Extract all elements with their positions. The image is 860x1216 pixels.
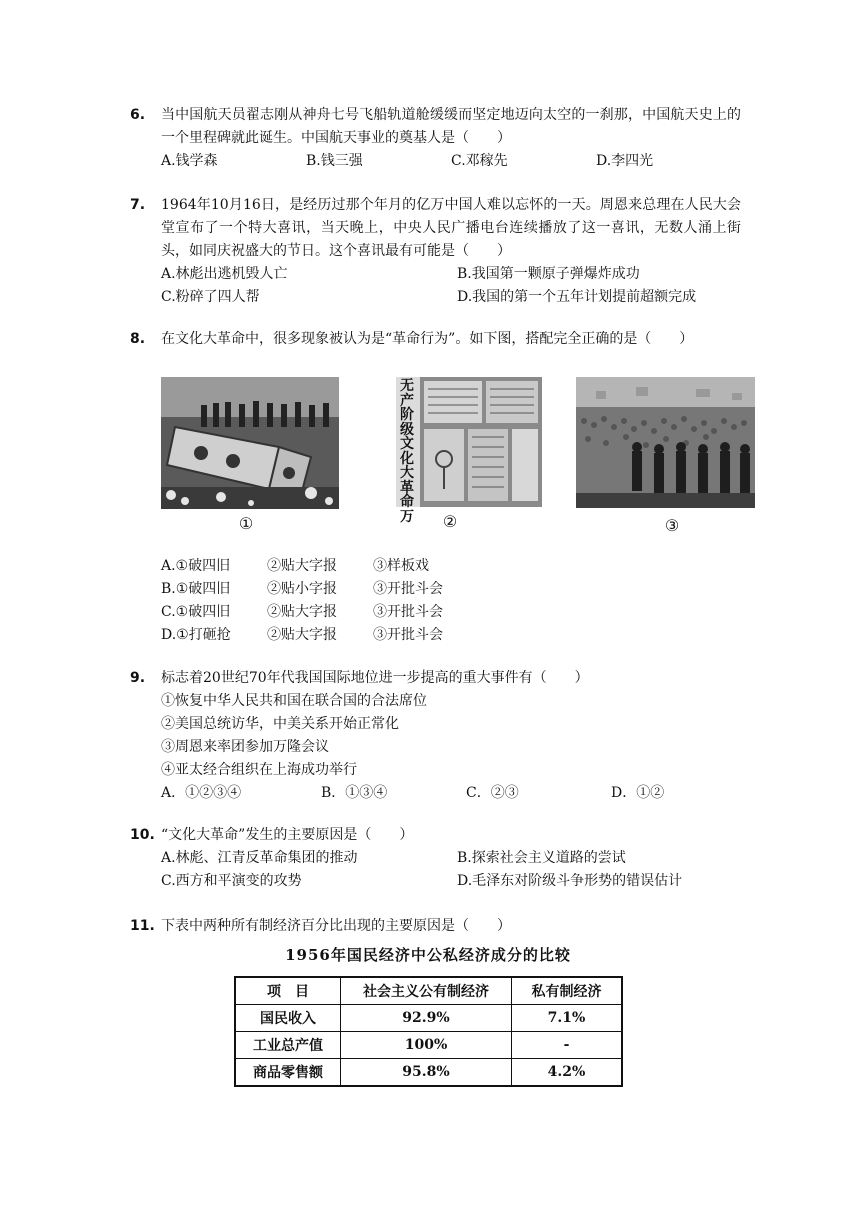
question-number: 7.: [130, 197, 146, 213]
option-a: A.钱学森: [161, 153, 218, 169]
header-public: 社会主义公有制经济: [341, 977, 512, 1005]
option-b: B.探索社会主义道路的尝试: [457, 850, 626, 866]
photo-2-caption: ②: [442, 512, 458, 531]
economy-comparison-table: [234, 976, 623, 1087]
question-stem: “文化大革命”发生的主要原因是（ ）: [161, 827, 414, 843]
option-d-part-3: ③开批斗会: [373, 627, 443, 643]
public-value: 100%: [341, 1032, 512, 1059]
option-c: C．②③: [466, 785, 519, 801]
option-b-part-1: B.①破四旧: [161, 581, 231, 597]
photo-1-graphic: [161, 377, 339, 509]
statement-4: ④亚太经合组织在上海成功举行: [161, 762, 357, 778]
photo-3-caption: ③: [664, 516, 680, 535]
option-b-part-2: ②贴小字报: [267, 581, 337, 597]
private-value: 4.2%: [512, 1059, 623, 1087]
question-number: 8.: [130, 331, 146, 347]
public-value: 95.8%: [341, 1059, 512, 1087]
question-number: 11.: [130, 918, 155, 934]
statement-2: ②美国总统访华，中美关系开始正常化: [161, 716, 399, 732]
photo-3-graphic: [576, 377, 755, 508]
option-d: D.我国的第一个五年计划提前超额完成: [457, 289, 697, 305]
options-row: [161, 150, 741, 173]
private-value: 7.1%: [512, 1005, 623, 1032]
options-row: [161, 555, 741, 578]
option-a-part-3: ③样板戏: [373, 558, 429, 574]
options-row: [161, 263, 741, 286]
table-row: [235, 1005, 622, 1032]
public-value: 92.9%: [341, 1005, 512, 1032]
option-c-part-2: ②贴大字报: [267, 604, 337, 620]
question-number: 10.: [130, 827, 155, 843]
option-a: A．①②③④: [161, 785, 242, 801]
option-a-part-2: ②贴大字报: [267, 558, 337, 574]
question-stem: 下表中两种所有制经济百分比出现的主要原因是（ ）: [161, 918, 511, 934]
question-stem: 当中国航天员翟志刚从神舟七号飞船轨道舱缓缓而坚定地迈向太空的一刹那，中国航天史上的一个里程碑就此诞生。中国航天事业的奠基人是（ ）: [161, 107, 741, 146]
option-b: B.我国第一颗原子弹爆炸成功: [457, 266, 640, 282]
row-label: 国民收入: [235, 1005, 341, 1032]
option-d: D.李四光: [596, 153, 654, 169]
options-row: [161, 601, 741, 624]
option-c: C.西方和平演变的攻势: [161, 873, 302, 889]
options-row: [161, 870, 741, 893]
table-header-row: [235, 977, 622, 1005]
question-stem: 在文化大革命中，很多现象被认为是“革命行为”。如下图，搭配完全正确的是（ ）: [161, 331, 694, 347]
option-b: B．①③④: [321, 785, 388, 801]
row-label: 工业总产值: [235, 1032, 341, 1059]
photo-struggle-session: [576, 377, 755, 508]
row-label: 商品零售额: [235, 1059, 341, 1087]
question-number: 6.: [130, 107, 146, 123]
option-a-part-1: A.①破四旧: [161, 558, 231, 574]
option-b: B.钱三强: [306, 153, 363, 169]
option-c-part-1: C.①破四旧: [161, 604, 231, 620]
question-stem: 标志着20世纪70年代我国国际地位进一步提高的重大事件有（ ）: [161, 670, 589, 686]
option-a: A.林彪、江青反革命集团的推动: [161, 850, 358, 866]
statement-3: ③周恩来率团参加万隆会议: [161, 739, 329, 755]
options-row: [161, 286, 741, 309]
table-row: [235, 1032, 622, 1059]
header-item: 项 目: [235, 977, 341, 1005]
photo-destroying-plaque: [161, 377, 339, 509]
question-number: 9.: [130, 670, 146, 686]
option-d: D．①②: [611, 785, 665, 801]
question-stem: 1964年10月16日，是经历过那个年月的亿万中国人难以忘怀的一天。周恩来总理在人民大会堂宣布了一个特大喜讯，当天晚上，中央人民广播电台连续播放了这一喜讯，无数人涌上街头，如同庆祝盛大的节日。这个喜讯最有可能是（ ）: [161, 197, 741, 259]
photo-big-character-poster: [396, 377, 542, 525]
photo-2-vertical-slogan: 无产阶级文化大革命万: [400, 378, 414, 525]
option-c-part-3: ③开批斗会: [373, 604, 443, 620]
option-b-part-3: ③开批斗会: [373, 581, 443, 597]
photo-1-caption: ①: [238, 514, 254, 533]
options-row: [161, 847, 741, 870]
photo-2-graphic: [396, 377, 542, 507]
option-d-part-1: D.①打砸抢: [161, 627, 231, 643]
options-row: [161, 578, 741, 601]
option-d: D.毛泽东对阶级斗争形势的错误估计: [457, 873, 683, 889]
private-value: -: [512, 1032, 623, 1059]
option-c: C.粉碎了四人帮: [161, 289, 260, 305]
option-a: A.林彪出逃机毁人亡: [161, 266, 288, 282]
option-c: C.邓稼先: [451, 153, 508, 169]
table-title: 1956年国民经济中公私经济成分的比较: [285, 946, 571, 964]
table-row: [235, 1059, 622, 1087]
statement-1: ①恢复中华人民共和国在联合国的合法席位: [161, 693, 427, 709]
options-row: [161, 624, 741, 647]
option-d-part-2: ②贴大字报: [267, 627, 337, 643]
header-private: 私有制经济: [512, 977, 623, 1005]
options-row: [161, 782, 741, 805]
